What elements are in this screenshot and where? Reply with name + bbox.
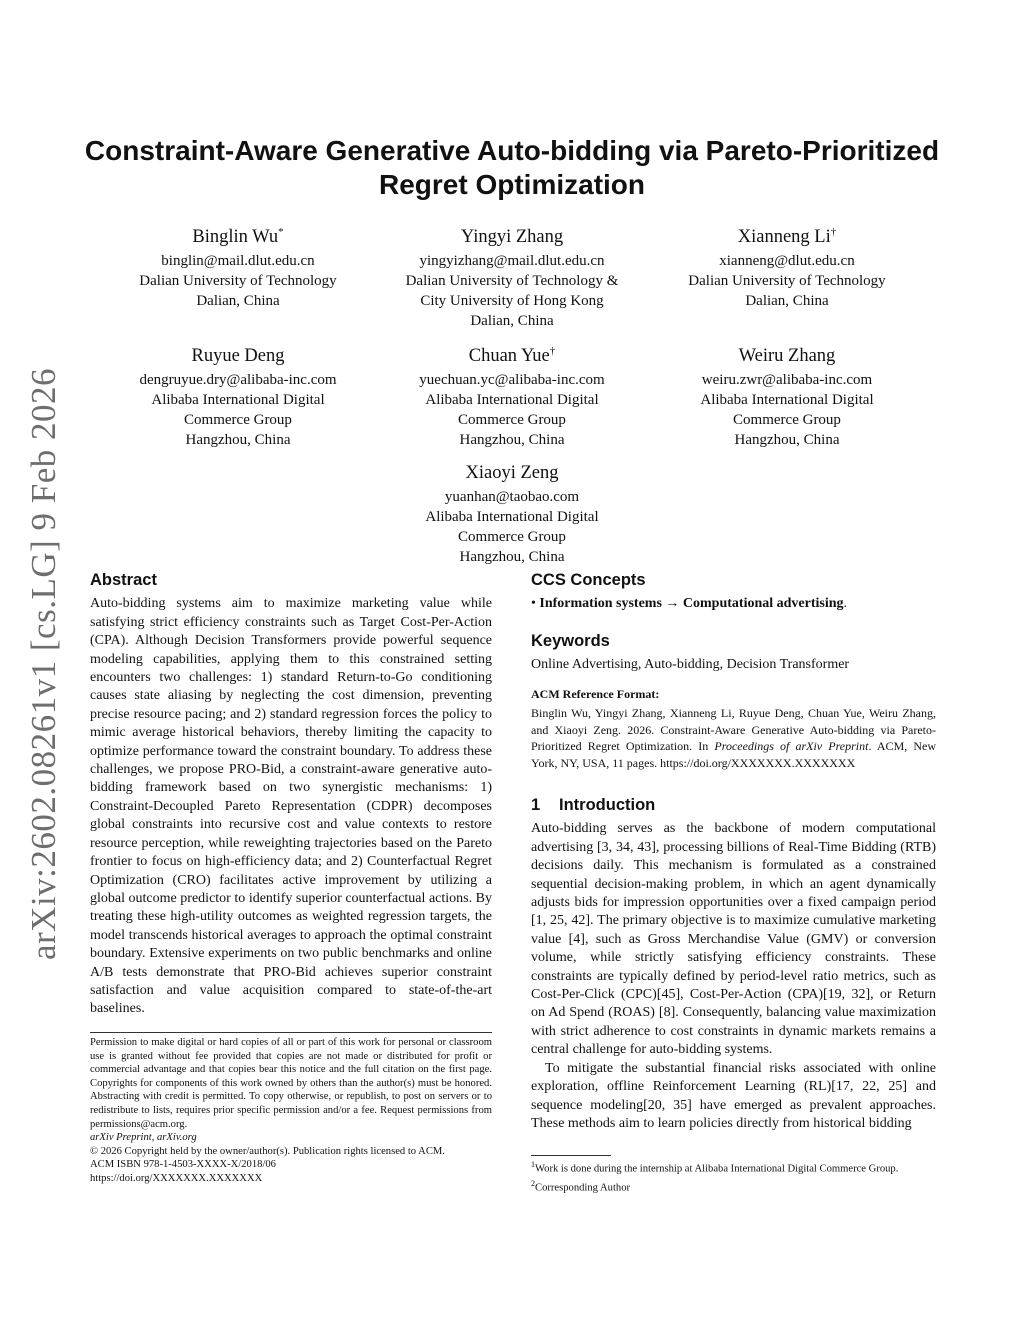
abstract-heading: Abstract [90,571,157,589]
author-location: Dalian, China [470,313,554,330]
keywords-heading: Keywords [531,632,610,650]
author-email: yingyizhang@mail.dlut.edu.cn [419,253,605,270]
author-block [362,339,662,450]
author-affiliation: Dalian University of Technology & [405,273,619,290]
footnote-mark: 2 [531,1178,535,1188]
acm-reference-text [531,705,936,772]
footnote-mark: 1 [531,1160,535,1169]
arxiv-identifier: arXiv:2602.08261v1 [cs.LG] 9 Feb 2026 [24,367,63,961]
abstract-section [90,571,492,1019]
acm-reference-venue: Proceedings of arXiv Preprint [714,739,869,754]
author-email: xianneng@dlut.edu.cn [719,253,855,270]
author-name: Yingyi Zhang [460,227,564,248]
footnotes [531,1158,936,1195]
acm-reference [531,686,936,772]
author-name: Xiaoyi Zeng [465,463,559,484]
author-block [362,456,662,567]
author-email: weiru.zwr@alibaba-inc.com [701,372,873,389]
doi-line: https://doi.org/XXXXXXX.XXXXXXX [90,1172,263,1184]
footnote-rule [531,1155,611,1156]
introduction-paragraph: To mitigate the substantial financial risks associated with online exploration, offline Reinforcement Learning (RL)[17, 22, 25] and sequence modeling[20, 35] have emerged as prevalent approaches. These methods aim to learn policies directly from historical bidding [531,1060,936,1131]
ccs-heading: CCS Concepts [531,571,646,589]
author-affiliation: Commerce Group [733,412,841,429]
ccs-sub-concept: Computational advertising [682,596,844,612]
acm-reference-part2: . ACM, New York, NY, USA, 11 pages. https://doi.org/XXXXXXX.XXXXXXX [531,739,936,771]
author-block [362,220,662,331]
copyright-line: © 2026 Copyright held by the owner/author(s). Publication rights licensed to ACM. [90,1145,445,1157]
author-affiliation: City University of Hong Kong [420,293,604,310]
footer-rule [90,1032,492,1033]
author-name: Weiru Zhang [738,346,836,367]
paper-title: Constraint-Aware Generative Auto-bidding via Pareto-Prioritized Regret Optimization [84,135,940,200]
author-block [637,220,937,311]
author-affiliation: Commerce Group [458,412,566,429]
venue-line: arXiv Preprint, arXiv.org [90,1132,197,1144]
section-title: Introduction [559,796,656,814]
author-mark: † [549,345,556,357]
author-email: yuanhan@taobao.com [444,489,580,506]
author-email: binglin@mail.dlut.edu.cn [161,253,315,270]
author-name: Chuan Yue [468,346,550,367]
ccs-concept [531,595,936,613]
author-affiliation: Alibaba International Digital [700,392,874,409]
acm-reference-heading: ACM Reference Format: [531,687,660,701]
author-affiliation: Dalian University of Technology [688,273,886,290]
keywords-text: Online Advertising, Auto-bidding, Decision Transformer [531,657,850,673]
author-location: Hangzhou, China [734,432,840,449]
ccs-bullet: • [531,596,536,612]
introduction-section [531,796,936,1133]
author-email: yuechuan.yc@alibaba-inc.com [419,372,605,389]
author-location: Hangzhou, China [459,432,565,449]
author-location: Hangzhou, China [459,549,565,566]
author-affiliation: Commerce Group [458,529,566,546]
author-affiliation: Alibaba International Digital [151,392,325,409]
keywords-section [531,632,936,675]
author-name: Binglin Wu [192,227,279,248]
author-mark: * [278,226,284,238]
ccs-main-concept: Information systems [539,596,662,612]
author-location: Hangzhou, China [185,432,291,449]
author-block [88,220,388,311]
ccs-section [531,571,936,614]
author-email: dengruyue.dry@alibaba-inc.com [139,372,337,389]
section-number: 1 [531,796,541,814]
author-location: Dalian, China [745,293,829,310]
footnote-text: Corresponding Author [535,1182,631,1194]
author-affiliation: Alibaba International Digital [425,392,599,409]
isbn-line: ACM ISBN 978-1-4503-XXXX-X/2018/06 [90,1159,276,1171]
introduction-paragraph: Auto-bidding serves as the backbone of modern computational advertising [3, 34, 43], processing billions of Real-Time Bidding (RTB) decisions daily. This mechanism is formulated as a constrained sequential decision-making problem, in which an agent dynamically adjusts bids for impression opportunities over a fixed campaign period [1, 25, 42]. The primary objective is to maximize cumulative marketing value [4], such as Gross Merchandise Value (GMV) or conversion volume, while strictly satisfying efficiency constraints. These constraints are typically defined by period-level ratio metrics, such as Cost-Per-Click (CPC)[45], Cost-Per-Action (CPA)[19, 32], or Return on Ad Spend (ROAS) [8]. Consequently, balancing value maximization with strict adherence to cost constraints in dynamic markets remains a central challenge for auto-bidding systems. [531,821,936,1058]
author-mark: † [830,226,837,238]
footnote [531,1177,936,1196]
author-block [88,339,388,450]
acm-reference-part1: Binglin Wu, Yingyi Zhang, Xianneng Li, Ruyue Deng, Chuan Yue, Weiru Zhang, and Xiaoyi Zeng. 2026. Constraint-Aware Generative Auto-bidding via Pareto-Prioritized Regret Optimization. In [531,705,936,754]
ccs-period: . [843,596,848,612]
ccs-arrow: → [665,596,680,612]
permission-text: Permission to make digital or hard copies of all or part of this work for personal or classroom use is granted without fee provided that copies are not made or distributed for profit or commercial advantage and that copies bear this notice and the full citation on the first page. Copyrights for components of this work owned by others than the author(s) must be honored. Abstracting with credit is permitted. To copy otherwise, or republish, to post on servers or to redistribute to lists, requires prior specific permission and/or a fee. Request permissions from permissions@acm.org. [90,1037,492,1130]
introduction-heading [531,796,936,814]
author-affiliation: Alibaba International Digital [425,509,599,526]
author-block [637,339,937,450]
author-name: Xianneng Li [737,227,831,248]
abstract-text: Auto-bidding systems aim to maximize marketing value while satisfying strict efficiency constraints such as Target Cost-Per-Action (CPA). Although Decision Transformers provide powerful sequence modeling capabilities, applying them to this constrained setting encounters two challenges: 1) standard Return-to-Go conditioning causes state aliasing by neglecting the cost dimension, preventing precise resource pacing; and 2) standard regression forces the policy to mimic average historical behaviors, thereby limiting the capacity to optimize performance toward the constraint boundary. To address these challenges, we propose PRO-Bid, a constraint-aware generative auto-bidding framework based on two synergistic mechanisms: 1) Constraint-Decoupled Pareto Representation (CDPR) decomposes global constraints into recursive cost and value contexts to restore resource perception, while reweighting trajectories based on the Pareto frontier to focus on high-efficiency data; and 2) Counterfactual Regret Optimization (CRO) facilitates active improvement by utilizing a global outcome predictor to identify superior counterfactual actions. By treating these high-utility outcomes as weighted regression targets, the model transcends historical averages to approach the optimal constraint boundary. Extensive experiments on two public benchmarks and online A/B tests demonstrate that PRO-Bid achieves superior constraint satisfaction and value acquisition compared to state-of-the-art baselines. [90,596,492,1017]
author-name: Ruyue Deng [191,346,285,367]
author-location: Dalian, China [196,293,280,310]
footnote [531,1158,936,1177]
permission-block [90,1036,492,1186]
author-affiliation: Dalian University of Technology [139,273,337,290]
author-affiliation: Commerce Group [184,412,292,429]
footnote-text: Work is done during the internship at Alibaba International Digital Commerce Group. [535,1163,899,1175]
